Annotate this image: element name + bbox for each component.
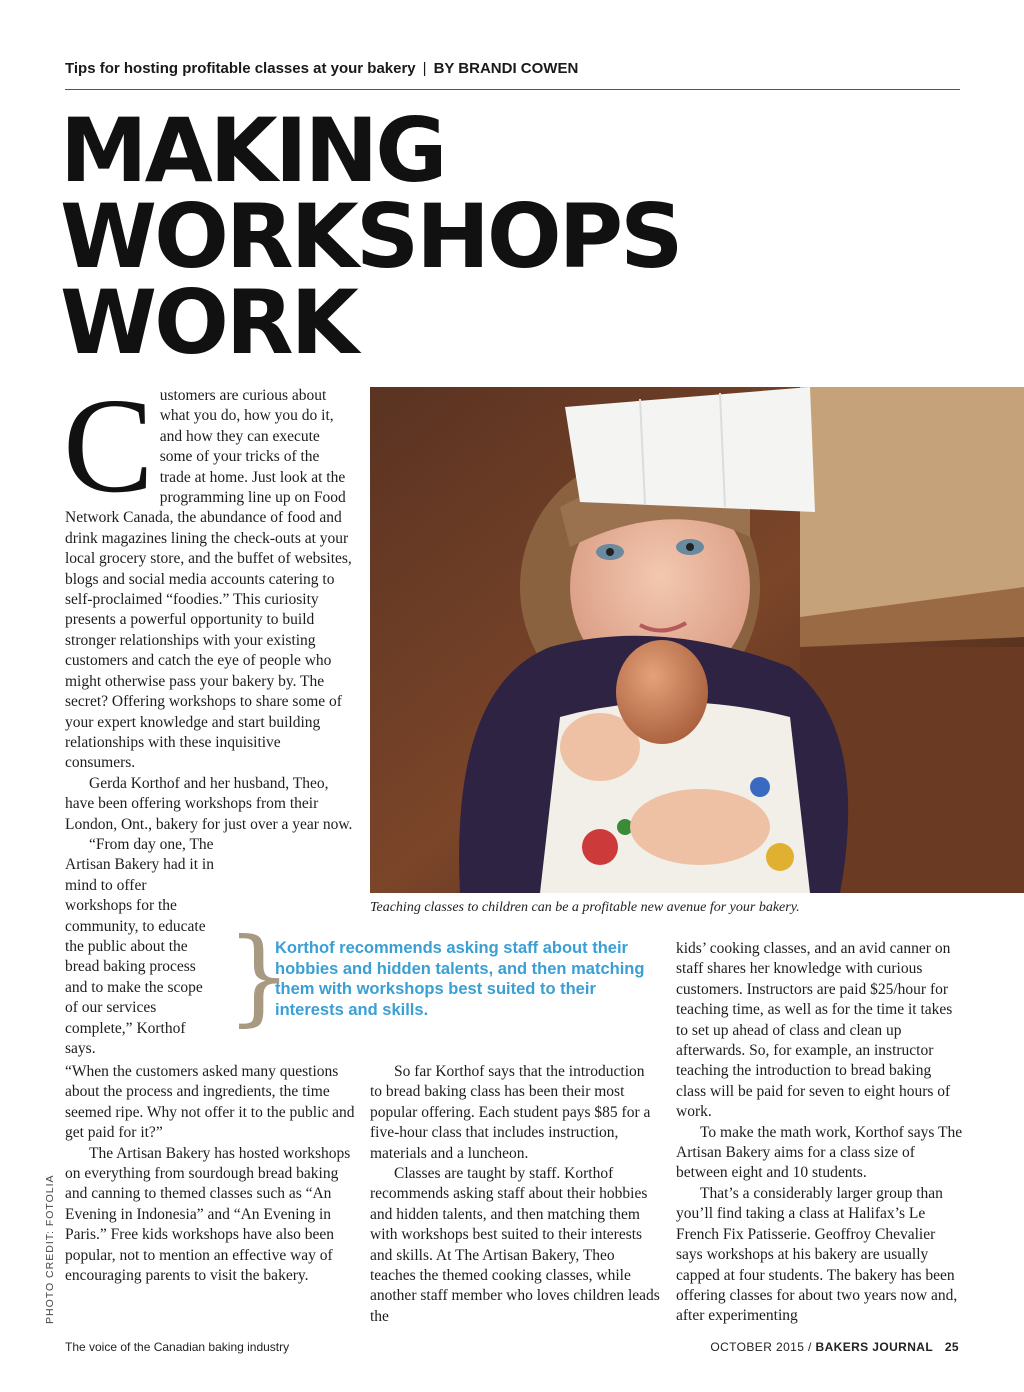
deck-text: Tips for hosting profitable classes at your bakery — [65, 60, 416, 77]
child-with-egg-photo — [370, 387, 1024, 893]
pullquote: Korthof recommends asking staff about their hobbies and hidden talents, and then matching them with workshops best suited to their interests and skills. — [275, 939, 645, 1019]
photo-caption: Teaching classes to children can be a profitable new avenue for your bakery. — [370, 900, 800, 915]
body-column-2 — [370, 1062, 660, 1327]
body-paragraph: “From day one, The Artisan Bakery had it in mind to offer workshops for the community, to educate the public about the bread baking process and to make the scope of our services complete,” Korthof says. — [65, 835, 214, 1057]
footer-tagline: The voice of the Canadian baking industry — [65, 1340, 290, 1354]
article-photo — [370, 387, 1024, 893]
byline: BY BRANDI COWEN — [433, 60, 579, 77]
body-paragraph: To make the math work, Korthof says The Artisan Bakery aims for a class size of between eight and 10 students. — [676, 1123, 963, 1182]
deck-separator: | — [422, 60, 427, 77]
pullquote-brace: } — [226, 915, 293, 1037]
photo-credit: PHOTO CREDIT: FOTOLIA — [44, 1174, 56, 1324]
page-number: 25 — [944, 1340, 959, 1354]
intro-paragraph: Customers are curious about what you do, how you do it, and how they can execute some of your tricks of the trade at home. Just look at the programming line up on Food Network Canada, the abundance of food and drink magazines lining the check-outs at your local grocery store, and the buffet of websites, blogs and social media accounts catering to self-proclaimed “foodies.” This curiosity presents a powerful opportunity to build stronger relationships with your existing customers and catch the eye of people who might otherwise pass your bakery by. The secret? Offering workshops to share some of your expert knowledge and start building relationships with these inquisitive consumers. — [63, 371, 352, 772]
body-paragraph: kids’ cooking classes, and an avid canner on staff shares her knowledge with curious customers. Instructors are paid $25/hour for teaching time, as well as for the time it takes to set up ahead of class and clean up afterwards. So, for example, an instructor teaching the introduction to bread baking class will be paid for seven to eight hours of work. — [676, 940, 953, 1121]
headline-line-3: WORK — [60, 271, 356, 374]
headline-line-1: MAKING — [60, 99, 445, 202]
body-paragraph: “When the customers asked many questions about the process and ingredients, the time seemed ripe. Why not offer it to the public and get paid for it?” — [65, 1063, 355, 1142]
body-paragraph: The Artisan Bakery has hosted workshops on everything from sourdough bread baking and canning to themed classes such as “An Evening in Indonesia” and “An Evening in Paris.” Free kids workshops have also been popular, not to mention an effective way of encouraging parents to visit the bakery. — [65, 1144, 351, 1285]
article-deck — [65, 60, 578, 77]
issue-date: OCTOBER 2015 / — [710, 1340, 812, 1354]
headline — [60, 99, 681, 374]
body-paragraph: Classes are taught by staff. Korthof recommends asking staff about their hobbies and hidden talents, and then matching them with workshops best suited to their interests and skills. At The Artisan Bakery, Theo teaches the themed cooking classes, while another staff member who loves children leads the — [370, 1165, 660, 1325]
body-paragraph: That’s a considerably larger group than you’ll find taking a class at Halifax’s Le French Fix Patisserie. Geoffroy Chevalier says workshops at his bakery are usually capped at four students. The bakery has been offering classes for about two years now and, after experimenting — [676, 1184, 958, 1325]
body-paragraph: So far Korthof says that the introduction to bread baking class has been their most popular offering. Each student pays $85 for a five-hour class that includes instruction, materials and a luncheon. — [370, 1063, 651, 1162]
footer-folio — [710, 1340, 959, 1354]
headline-line-2: WORKSHOPS — [60, 185, 681, 288]
body-column-3 — [676, 939, 964, 1327]
drop-cap: C — [63, 371, 154, 521]
body-paragraph: Gerda Korthof and her husband, Theo, have been offering workshops from their London, Ont., bakery for just over a year now. — [65, 774, 353, 833]
publication-name: BAKERS JOURNAL — [815, 1340, 934, 1354]
body-column-1-continued — [65, 1062, 357, 1286]
header-rule — [65, 89, 960, 90]
